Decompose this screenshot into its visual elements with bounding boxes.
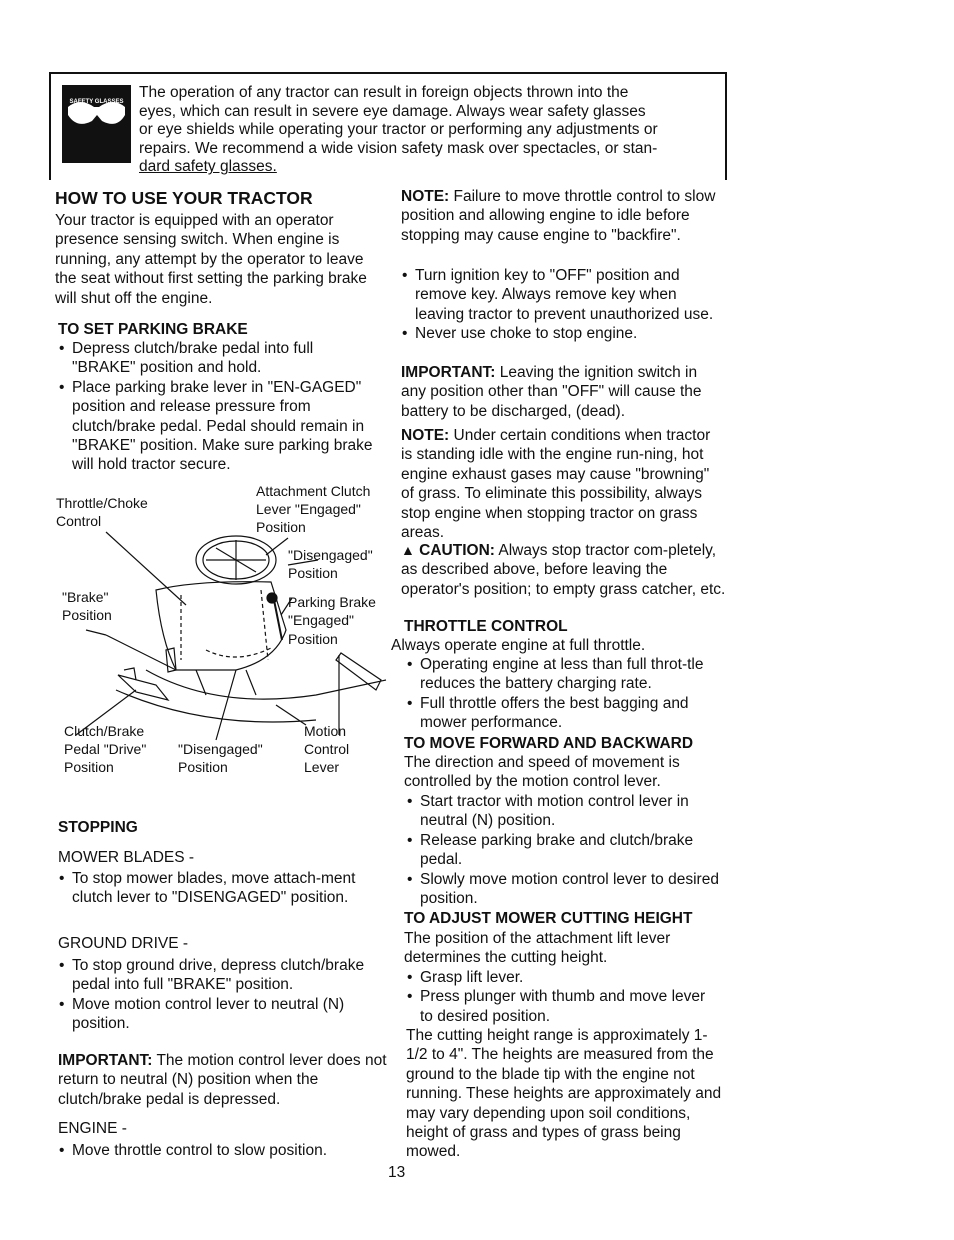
ignition-list — [401, 266, 721, 344]
fig-label: Parking Brake — [288, 594, 376, 610]
warning-text — [139, 84, 719, 177]
note-label: NOTE: — [401, 427, 450, 444]
fig-label: Control — [304, 741, 350, 757]
note-backfire — [401, 187, 721, 245]
warning-line: eyes, which can result in severe eye damage. Always wear safety glasses — [139, 102, 646, 120]
intro-paragraph: Your tractor is equipped with an operator presence sensing switch. When engine is running, any attempt by the operator to leave the seat without first setting the parking brake will shut off the engine. — [55, 212, 367, 307]
fig-label: "Engaged" — [288, 612, 354, 628]
fig-label: "Disengaged" — [288, 547, 373, 563]
list-item: • Turn ignition key to "OFF" position and remove key. Always remove key when leaving tractor to prevent unauthorized use. — [401, 266, 721, 324]
fig-label: Position — [62, 607, 112, 623]
important-text: The motion control lever does not return to neutral (N) position when the clutch/brake pedal is depressed. — [58, 1052, 387, 1108]
list-item: • Release parking brake and clutch/brake pedal. — [406, 831, 722, 870]
caution-text: Always stop tractor com-pletely, as described above, before leaving the operator's position; to empty grass catcher, etc. — [401, 542, 726, 598]
list-item: • Start tractor with motion control lever in neutral (N) position. — [406, 792, 722, 831]
parking-list — [58, 339, 374, 475]
warning-line: The operation of any tractor can result in foreign objects thrown into the — [139, 84, 629, 101]
section-title: HOW TO USE YOUR TRACTOR — [55, 188, 313, 208]
note-browning — [401, 426, 723, 542]
fig-label: Position — [288, 631, 338, 647]
caution-paragraph — [401, 541, 727, 599]
fig-label: Position — [178, 759, 228, 775]
fig-label: Position — [64, 759, 114, 775]
important-text: Leaving the ignition switch in any position other than "OFF" will cause the battery to be discharged, (dead). — [401, 364, 702, 420]
mower-blades-label: MOWER BLADES - — [58, 849, 195, 866]
important-label: IMPORTANT: — [401, 364, 496, 381]
icon-caption: SAFETY GLASSES — [69, 99, 124, 105]
fig-label: Position — [288, 565, 338, 581]
list-item: • Full throttle offers the best bagging and mower performance. — [406, 694, 716, 733]
list-item: • To stop ground drive, depress clutch/brake pedal into full "BRAKE" position. — [58, 956, 368, 995]
list-item: • To stop mower blades, move attach-ment clutch lever to "DISENGAGED" position. — [58, 869, 364, 908]
warning-line: or eye shields while operating your tractor or performing any adjustments or — [139, 121, 658, 139]
list-item: • Depress clutch/brake pedal into full "BRAKE" position and hold. — [58, 339, 374, 378]
caution-label: CAUTION: — [419, 542, 495, 559]
height-text: The position of the attachment lift lever determines the cutting height. — [404, 930, 671, 967]
list-item: • Operating engine at less than full throt-tle reduces the battery charging rate. — [406, 655, 716, 694]
fig-label: Lever "Engaged" — [256, 501, 361, 517]
list-item: • Never use choke to stop engine. — [401, 324, 721, 343]
throttle-heading: THROTTLE CONTROL — [404, 618, 568, 635]
throttle-text: Always operate engine at full throttle. — [391, 637, 646, 654]
height-paragraph: The cutting height range is approximately 1-1/2 to 4". The heights are measured from the ground to the blade tip with the engine not running. These heights are approximately and may vary depending upon soil conditions, height of grass and types of grass being mowed. — [406, 1027, 722, 1161]
warning-last-line: dard safety glasses. — [139, 158, 277, 176]
parking-heading: TO SET PARKING BRAKE — [58, 321, 248, 338]
warning-triangle-icon: ▲ — [401, 542, 415, 558]
fig-label: Pedal "Drive" — [64, 741, 147, 757]
list-item: • Grasp lift lever. — [406, 968, 706, 987]
fig-label: "Brake" — [62, 589, 109, 605]
fig-label: "Disengaged" — [178, 741, 263, 757]
fig-label: Position — [256, 519, 306, 535]
stopping-heading: STOPPING — [58, 819, 138, 836]
note-text: Under certain conditions when tractor is standing idle with the engine run-ning, hot engine exhaust gases may cause "browning" of grass. To eliminate this possibility, always stop engine when stopping tractor on grass areas. — [401, 427, 711, 542]
engine-list — [58, 1141, 378, 1160]
mower-blades-list — [58, 869, 364, 908]
fig-label: Clutch/Brake — [64, 723, 145, 739]
fig-label: Control — [56, 513, 102, 529]
list-item: • Move throttle control to slow position. — [58, 1141, 378, 1160]
list-item: • Move motion control lever to neutral (N) position. — [58, 995, 368, 1034]
fig-label: Attachment Clutch — [256, 483, 371, 499]
ground-drive-list — [58, 956, 368, 1034]
move-list — [406, 792, 722, 908]
fig-label: Motion — [304, 723, 347, 739]
fig-label: Lever — [304, 759, 340, 775]
ground-drive-label: GROUND DRIVE - — [58, 935, 189, 952]
engine-label: ENGINE - — [58, 1120, 127, 1137]
important-ignition — [401, 363, 723, 421]
fig-label: Throttle/Choke — [56, 495, 148, 511]
list-item: • Slowly move motion control lever to desired position. — [406, 870, 722, 909]
move-text: The direction and speed of movement is controlled by the motion control lever. — [404, 754, 680, 791]
note-text: Failure to move throttle control to slow position and allowing engine to idle before stopping may cause engine to "backfire". — [401, 188, 716, 244]
height-heading: TO ADJUST MOWER CUTTING HEIGHT — [404, 910, 693, 927]
tractor-controls-illustration — [56, 520, 390, 745]
page-number: 13 — [388, 1164, 406, 1181]
note-label: NOTE: — [401, 188, 450, 205]
warning-line: repairs. We recommend a wide vision safety mask over spectacles, or stan- — [139, 139, 658, 157]
move-heading: TO MOVE FORWARD AND BACKWARD — [404, 735, 694, 752]
height-list — [406, 968, 706, 1026]
stopping-important — [58, 1051, 388, 1109]
list-item: • Press plunger with thumb and move lever to desired position. — [406, 987, 706, 1026]
list-item: • Place parking brake lever in "EN-GAGED" position and release pressure from clutch/brake pedal. Pedal should remain in "BRAKE" position. Make sure parking brake will hold tractor secure. — [58, 378, 374, 475]
safety-glasses-icon — [62, 85, 131, 163]
throttle-list — [406, 655, 716, 733]
important-label: IMPORTANT: — [58, 1052, 153, 1069]
